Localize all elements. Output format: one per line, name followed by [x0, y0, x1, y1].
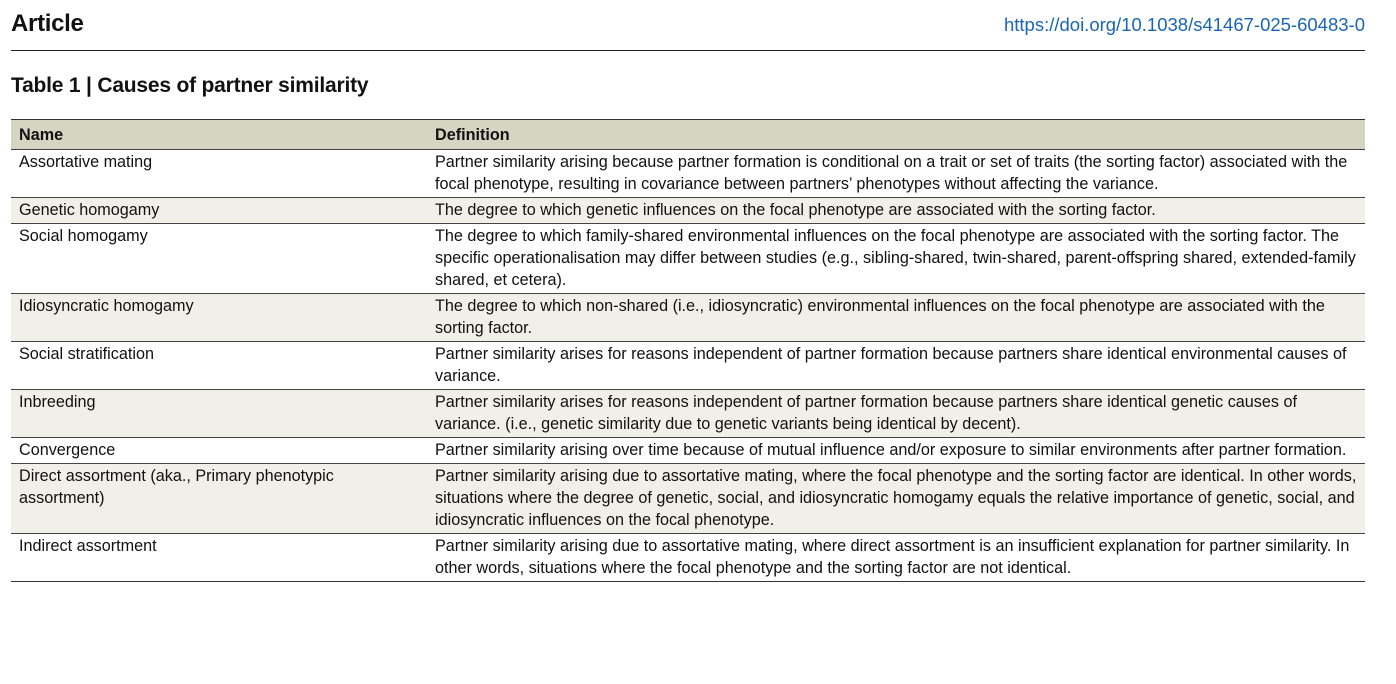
- doi-link[interactable]: https://doi.org/10.1038/s41467-025-60483-0: [1003, 14, 1365, 35]
- row-name: Convergence: [11, 438, 427, 464]
- table-row: [11, 534, 1365, 582]
- table-header-row: [11, 120, 1365, 150]
- row-definition: Partner similarity arises for reasons independent of partner formation because partners share identical environmental causes of variance.: [427, 342, 1365, 390]
- row-name: Indirect assortment: [11, 534, 427, 582]
- table-row: [11, 438, 1365, 464]
- row-definition: The degree to which family-shared environmental influences on the focal phenotype are associated with the sorting factor. The specific operationalisation may differ between studies (e.g., sibling-shared, twin-shared, parent-offspring shared, extended-family shared, et cetera).: [427, 224, 1365, 294]
- row-name: Social stratification: [11, 342, 427, 390]
- row-name: Inbreeding: [11, 390, 427, 438]
- article-header: [11, 10, 1365, 51]
- column-header-name: Name: [11, 120, 427, 150]
- row-definition: The degree to which genetic influences on the focal phenotype are associated with the sorting factor.: [427, 198, 1365, 224]
- table-row: [11, 150, 1365, 198]
- row-definition: Partner similarity arising because partner formation is conditional on a trait or set of traits (the sorting factor) associated with the focal phenotype, resulting in covariance between partners’ phenotypes without affecting the variance.: [427, 150, 1365, 198]
- causes-table: [11, 119, 1365, 582]
- table-row: [11, 198, 1365, 224]
- row-name: Idiosyncratic homogamy: [11, 294, 427, 342]
- table-row: [11, 294, 1365, 342]
- row-name: Social homogamy: [11, 224, 427, 294]
- row-name: Direct assortment (aka., Primary phenotypic assortment): [11, 464, 427, 534]
- table-title: Table 1 | Causes of partner similarity: [11, 74, 369, 97]
- table-row: [11, 464, 1365, 534]
- row-definition: Partner similarity arising due to assortative mating, where direct assortment is an insufficient explanation for partner similarity. In other words, situations where the focal phenotype and the sorting factor are not identical.: [427, 534, 1365, 582]
- row-definition: Partner similarity arises for reasons independent of partner formation because partners share identical genetic causes of variance. (i.e., genetic similarity due to genetic variants being identical by decent).: [427, 390, 1365, 438]
- column-header-definition: Definition: [427, 120, 1365, 150]
- table-row: [11, 342, 1365, 390]
- row-name: Genetic homogamy: [11, 198, 427, 224]
- row-definition: Partner similarity arising over time because of mutual influence and/or exposure to similar environments after partner formation.: [427, 438, 1365, 464]
- row-definition: Partner similarity arising due to assortative mating, where the focal phenotype and the sorting factor are identical. In other words, situations where the degree of genetic, social, and idiosyncratic homogamy equals the relative importance of genetic, social, and idiosyncratic influences on the focal phenotype.: [427, 464, 1365, 534]
- table-row: [11, 390, 1365, 438]
- section-label: Article: [11, 10, 84, 37]
- table-row: [11, 224, 1365, 294]
- row-definition: The degree to which non-shared (i.e., idiosyncratic) environmental influences on the focal phenotype are associated with the sorting factor.: [427, 294, 1365, 342]
- row-name: Assortative mating: [11, 150, 427, 198]
